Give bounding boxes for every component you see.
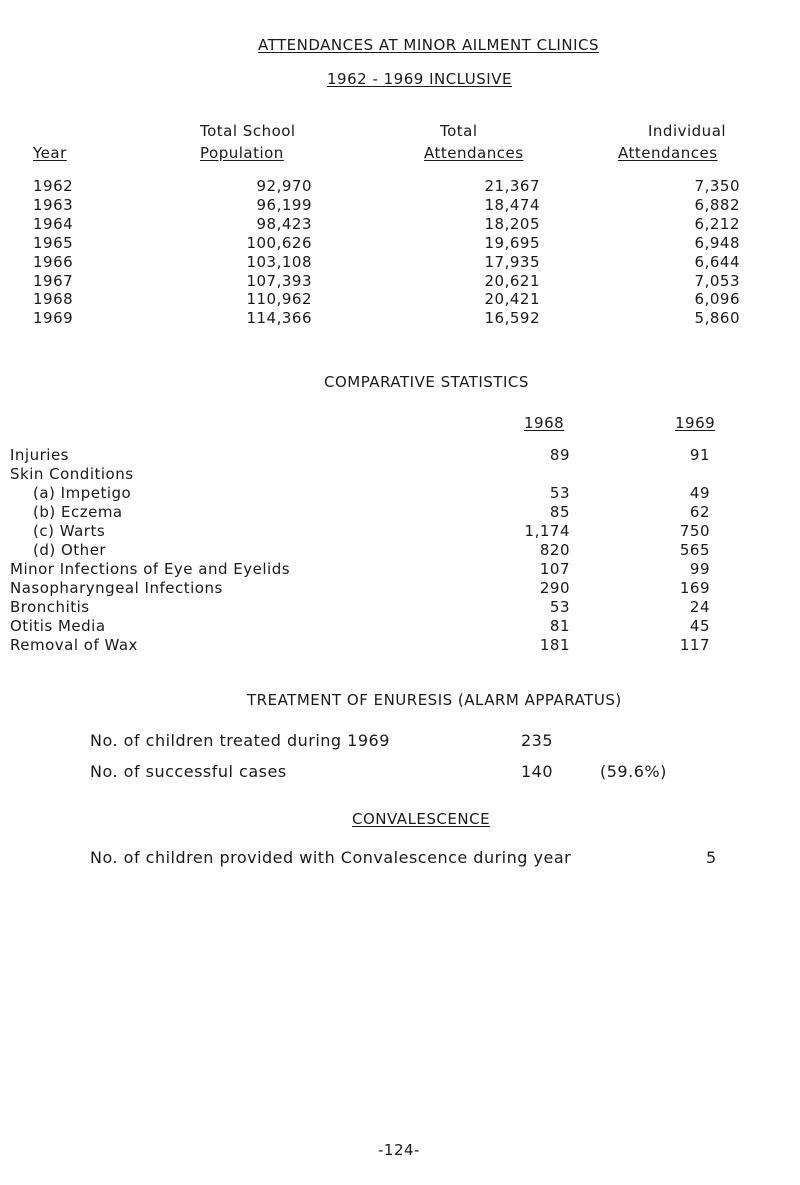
convalescence-heading: CONVALESCENCE <box>352 810 491 828</box>
value-1969-cell: 750 <box>679 522 710 540</box>
value-1968-cell: 290 <box>539 579 570 597</box>
success-percentage: (59.6%) <box>600 762 667 781</box>
year-cell: 1966 <box>33 252 74 271</box>
value-1969-cell: 565 <box>679 541 710 559</box>
total-attendances-cell: 17,935 <box>484 252 540 271</box>
treated-label: No. of children treated during 1969 <box>90 731 390 750</box>
condition-label: Otitis Media <box>10 617 106 635</box>
year-cell: 1967 <box>33 271 74 290</box>
population-cell: 98,423 <box>256 214 312 233</box>
value-1968-cell: 81 <box>549 617 570 635</box>
value-1969-cell: 49 <box>689 484 710 502</box>
value-1969-cell: 117 <box>679 636 710 654</box>
condition-label: Minor Infections of Eye and Eyelids <box>10 560 291 578</box>
condition-label: Removal of Wax <box>10 636 138 654</box>
total-attendances-cell: 20,421 <box>484 290 540 309</box>
individual-attendances-cell: 7,053 <box>694 271 740 290</box>
individual-attendances-cell: 6,948 <box>694 233 740 252</box>
value-1969-cell: 99 <box>689 560 710 578</box>
enuresis-heading: TREATMENT OF ENURESIS (ALARM APPARATUS) <box>247 691 622 709</box>
value-1968-cell: 85 <box>549 503 570 521</box>
header-total-line2: Attendances <box>424 144 524 162</box>
value-1968-cell: 89 <box>549 446 570 464</box>
page-title: ATTENDANCES AT MINOR AILMENT CLINICS <box>258 36 599 54</box>
header-individual-line2: Attendances <box>618 144 718 162</box>
individual-attendances-cell: 6,096 <box>694 290 740 309</box>
year-cell: 1964 <box>33 214 74 233</box>
success-value: 140 <box>521 762 554 781</box>
year-cell: 1965 <box>33 233 74 252</box>
year-cell: 1962 <box>33 177 74 195</box>
value-1968-cell: 820 <box>539 541 570 559</box>
individual-attendances-cell: 6,882 <box>694 195 740 214</box>
col-header-1968: 1968 <box>524 414 565 432</box>
condition-label: (d) Other <box>33 541 107 559</box>
population-cell: 96,199 <box>256 195 312 214</box>
population-cell: 103,108 <box>246 252 312 271</box>
header-individual-line1: Individual <box>648 122 727 140</box>
value-1969-cell: 91 <box>689 446 710 464</box>
total-attendances-cell: 16,592 <box>484 309 540 328</box>
condition-label: (b) Eczema <box>33 503 123 521</box>
header-year: Year <box>33 144 67 162</box>
value-1968-cell: 181 <box>539 636 570 654</box>
value-1969-cell: 169 <box>679 579 710 597</box>
value-1969-cell: 45 <box>689 617 710 635</box>
population-cell: 110,962 <box>246 290 312 309</box>
convalescence-label: No. of children provided with Convalescence during year <box>90 848 572 867</box>
total-attendances-cell: 20,621 <box>484 271 540 290</box>
header-population-line2: Population <box>200 144 284 162</box>
total-attendances-cell: 18,474 <box>484 195 540 214</box>
header-total-line1: Total <box>440 122 478 140</box>
success-label: No. of successful cases <box>90 762 287 781</box>
total-attendances-cell: 21,367 <box>484 177 540 195</box>
population-cell: 107,393 <box>246 271 312 290</box>
individual-attendances-cell: 6,212 <box>694 214 740 233</box>
individual-attendances-cell: 6,644 <box>694 252 740 271</box>
treated-value: 235 <box>521 731 554 750</box>
value-1969-cell: 62 <box>689 503 710 521</box>
page-number: -124- <box>378 1141 420 1159</box>
value-1968-cell: 53 <box>549 484 570 502</box>
condition-label: (c) Warts <box>33 522 106 540</box>
year-cell: 1963 <box>33 195 74 214</box>
population-cell: 92,970 <box>256 177 312 195</box>
comparative-heading: COMPARATIVE STATISTICS <box>324 373 529 391</box>
total-attendances-cell: 19,695 <box>484 233 540 252</box>
year-cell: 1968 <box>33 290 74 309</box>
condition-label: Skin Conditions <box>10 465 134 483</box>
condition-label: (a) Impetigo <box>33 484 132 502</box>
value-1968-cell: 107 <box>539 560 570 578</box>
individual-attendances-cell: 5,860 <box>694 309 740 328</box>
condition-label: Injuries <box>10 446 69 464</box>
individual-attendances-cell: 7,350 <box>694 177 740 195</box>
value-1968-cell: 1,174 <box>524 522 570 540</box>
year-cell: 1969 <box>33 309 74 328</box>
convalescence-value: 5 <box>706 848 717 867</box>
condition-label: Nasopharyngeal Infections <box>10 579 223 597</box>
col-header-1969: 1969 <box>675 414 716 432</box>
page-subtitle: 1962 - 1969 INCLUSIVE <box>327 70 512 88</box>
population-cell: 114,366 <box>246 309 312 328</box>
header-population-line1: Total School <box>200 122 296 140</box>
value-1969-cell: 24 <box>689 598 710 616</box>
condition-label: Bronchitis <box>10 598 90 616</box>
population-cell: 100,626 <box>246 233 312 252</box>
value-1968-cell: 53 <box>549 598 570 616</box>
total-attendances-cell: 18,205 <box>484 214 540 233</box>
